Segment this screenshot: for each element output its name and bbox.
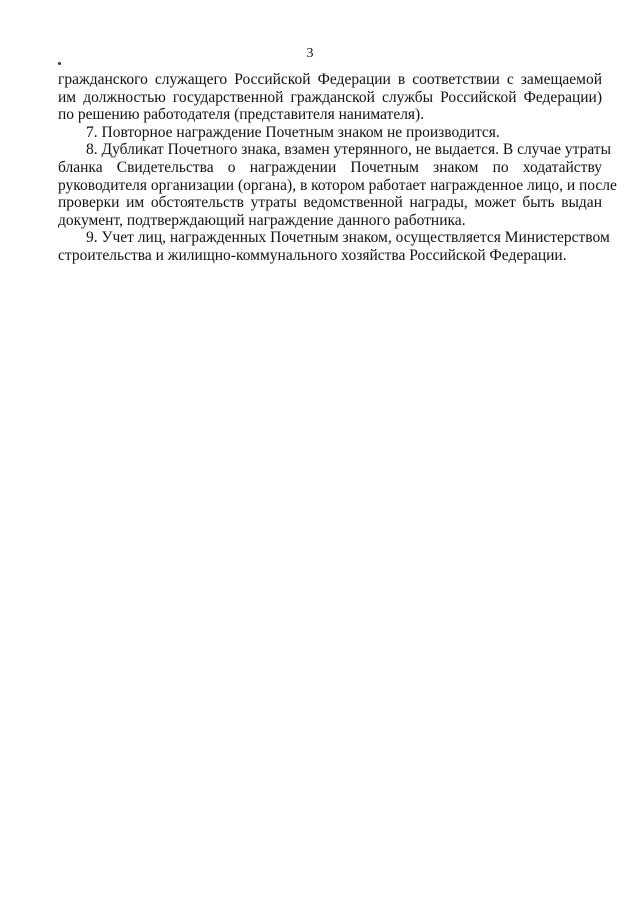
- text-line: строительства и жилищно-коммунального хозяйства Российской Федерации.: [58, 246, 567, 264]
- text-line: руководителя организации (органа), в котором работает награжденное лицо, и после: [58, 176, 617, 194]
- document-body: [58, 71, 617, 265]
- paragraph-7: 7. Повторное награждение Почетным знаком не производится.: [86, 123, 500, 141]
- paragraph-9: 9. Учет лиц, награжденных Почетным знаком, осуществляется Министерством: [86, 229, 610, 247]
- text-line: документ, подтверждающий награждение данного работника.: [58, 211, 466, 229]
- text-line: по решению работодателя (представителя нанимателя).: [58, 106, 425, 124]
- text-line: гражданского служащего Российской Федерации в соответствии с замещаемой: [58, 71, 602, 88]
- paragraph-8: 8. Дубликат Почетного знака, взамен утерянного, не выдается. В случае утраты: [86, 141, 611, 159]
- text-line: проверки им обстоятельств утраты ведомственной награды, может быть выдан: [58, 194, 602, 212]
- text-line: бланка Свидетельства о награждении Почетным знаком по ходатайству: [58, 158, 602, 176]
- page-number: 3: [306, 46, 314, 61]
- scan-mark: [58, 62, 61, 65]
- text-line: им должностью государственной гражданской службы Российской Федерации): [58, 88, 602, 106]
